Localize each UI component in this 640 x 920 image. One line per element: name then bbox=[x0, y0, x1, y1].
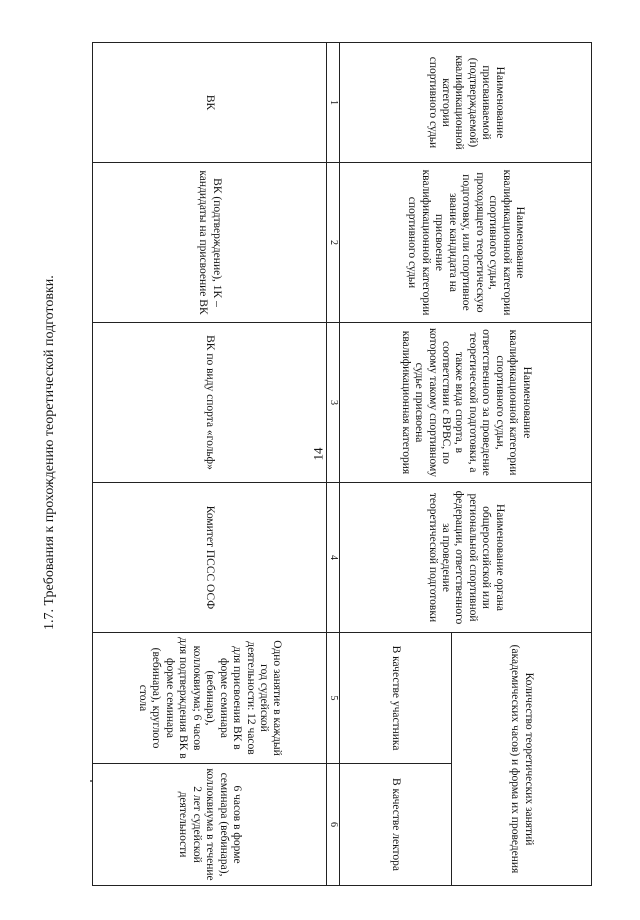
section-heading: 1.7. Требования к прохождению теоретической подготовки. bbox=[42, 275, 57, 630]
column-number: 1 bbox=[327, 43, 340, 163]
column-number: 5 bbox=[327, 633, 340, 764]
header-cell-trainee: Наименование квалификационной категории спортивного судьи, проходящего теоретическую подготовку, или спортивное звание кандидата на присвоение квалификационной категории спортивного судьи bbox=[340, 163, 592, 323]
column-number: 6 bbox=[327, 764, 340, 886]
cell-trainee: ВК (подтверждение), 1К – кандидаты на присвоение ВК bbox=[93, 163, 327, 323]
page-number: 14 bbox=[310, 447, 326, 461]
header-cell-category: Наименование присваиваемой (подтверждаемой) квалификационной категории спортивного судьи bbox=[340, 43, 592, 163]
column-number: 3 bbox=[327, 323, 340, 483]
table-row bbox=[93, 43, 327, 886]
cell-category: ВК bbox=[93, 43, 327, 163]
cell-lecturer-hours: 6 часов в форме семинара (вебинара), коллоквиума в течение 2 лет судейской деятельности bbox=[93, 764, 327, 886]
cell-responsible-judge: ВК по виду спорта «гольф» bbox=[93, 323, 327, 483]
header-cell-sessions-group: Количество теоретических занятий (академических часов) и форма их проведения bbox=[452, 633, 592, 886]
column-number-row bbox=[327, 43, 340, 886]
requirements-table-container bbox=[92, 42, 592, 885]
cell-federation-body: Комитет ПССС ОСФ bbox=[93, 483, 327, 633]
column-number: 2 bbox=[327, 163, 340, 323]
header-row bbox=[452, 43, 592, 886]
subheader-cell-lecturer: В качестве лектора bbox=[340, 764, 452, 886]
column-number: 4 bbox=[327, 483, 340, 633]
cell-participant-hours: Одно занятие в каждый год судейской деятельности: 12 часов для присвоения ВК в форме семинара (вебинара), коллоквиума; 6 часов для подтверждения ВК в форме семинара (вебинара), круглого стола bbox=[93, 633, 327, 764]
header-cell-federation-body: Наименование органа общероссийской или региональной спортивной федерации, ответственного за проведение теоретической подготовки bbox=[340, 483, 592, 633]
requirements-table bbox=[92, 42, 592, 886]
header-cell-responsible-judge: Наименование квалификационной категории спортивного судьи, ответственного за проведение теоретической подготовки, а также вида спорта, в соответствии с ВРВС, по которому такому спортивному судье присвоена квалификационная категория bbox=[340, 323, 592, 483]
subheader-cell-participant: В качестве участника bbox=[340, 633, 452, 764]
